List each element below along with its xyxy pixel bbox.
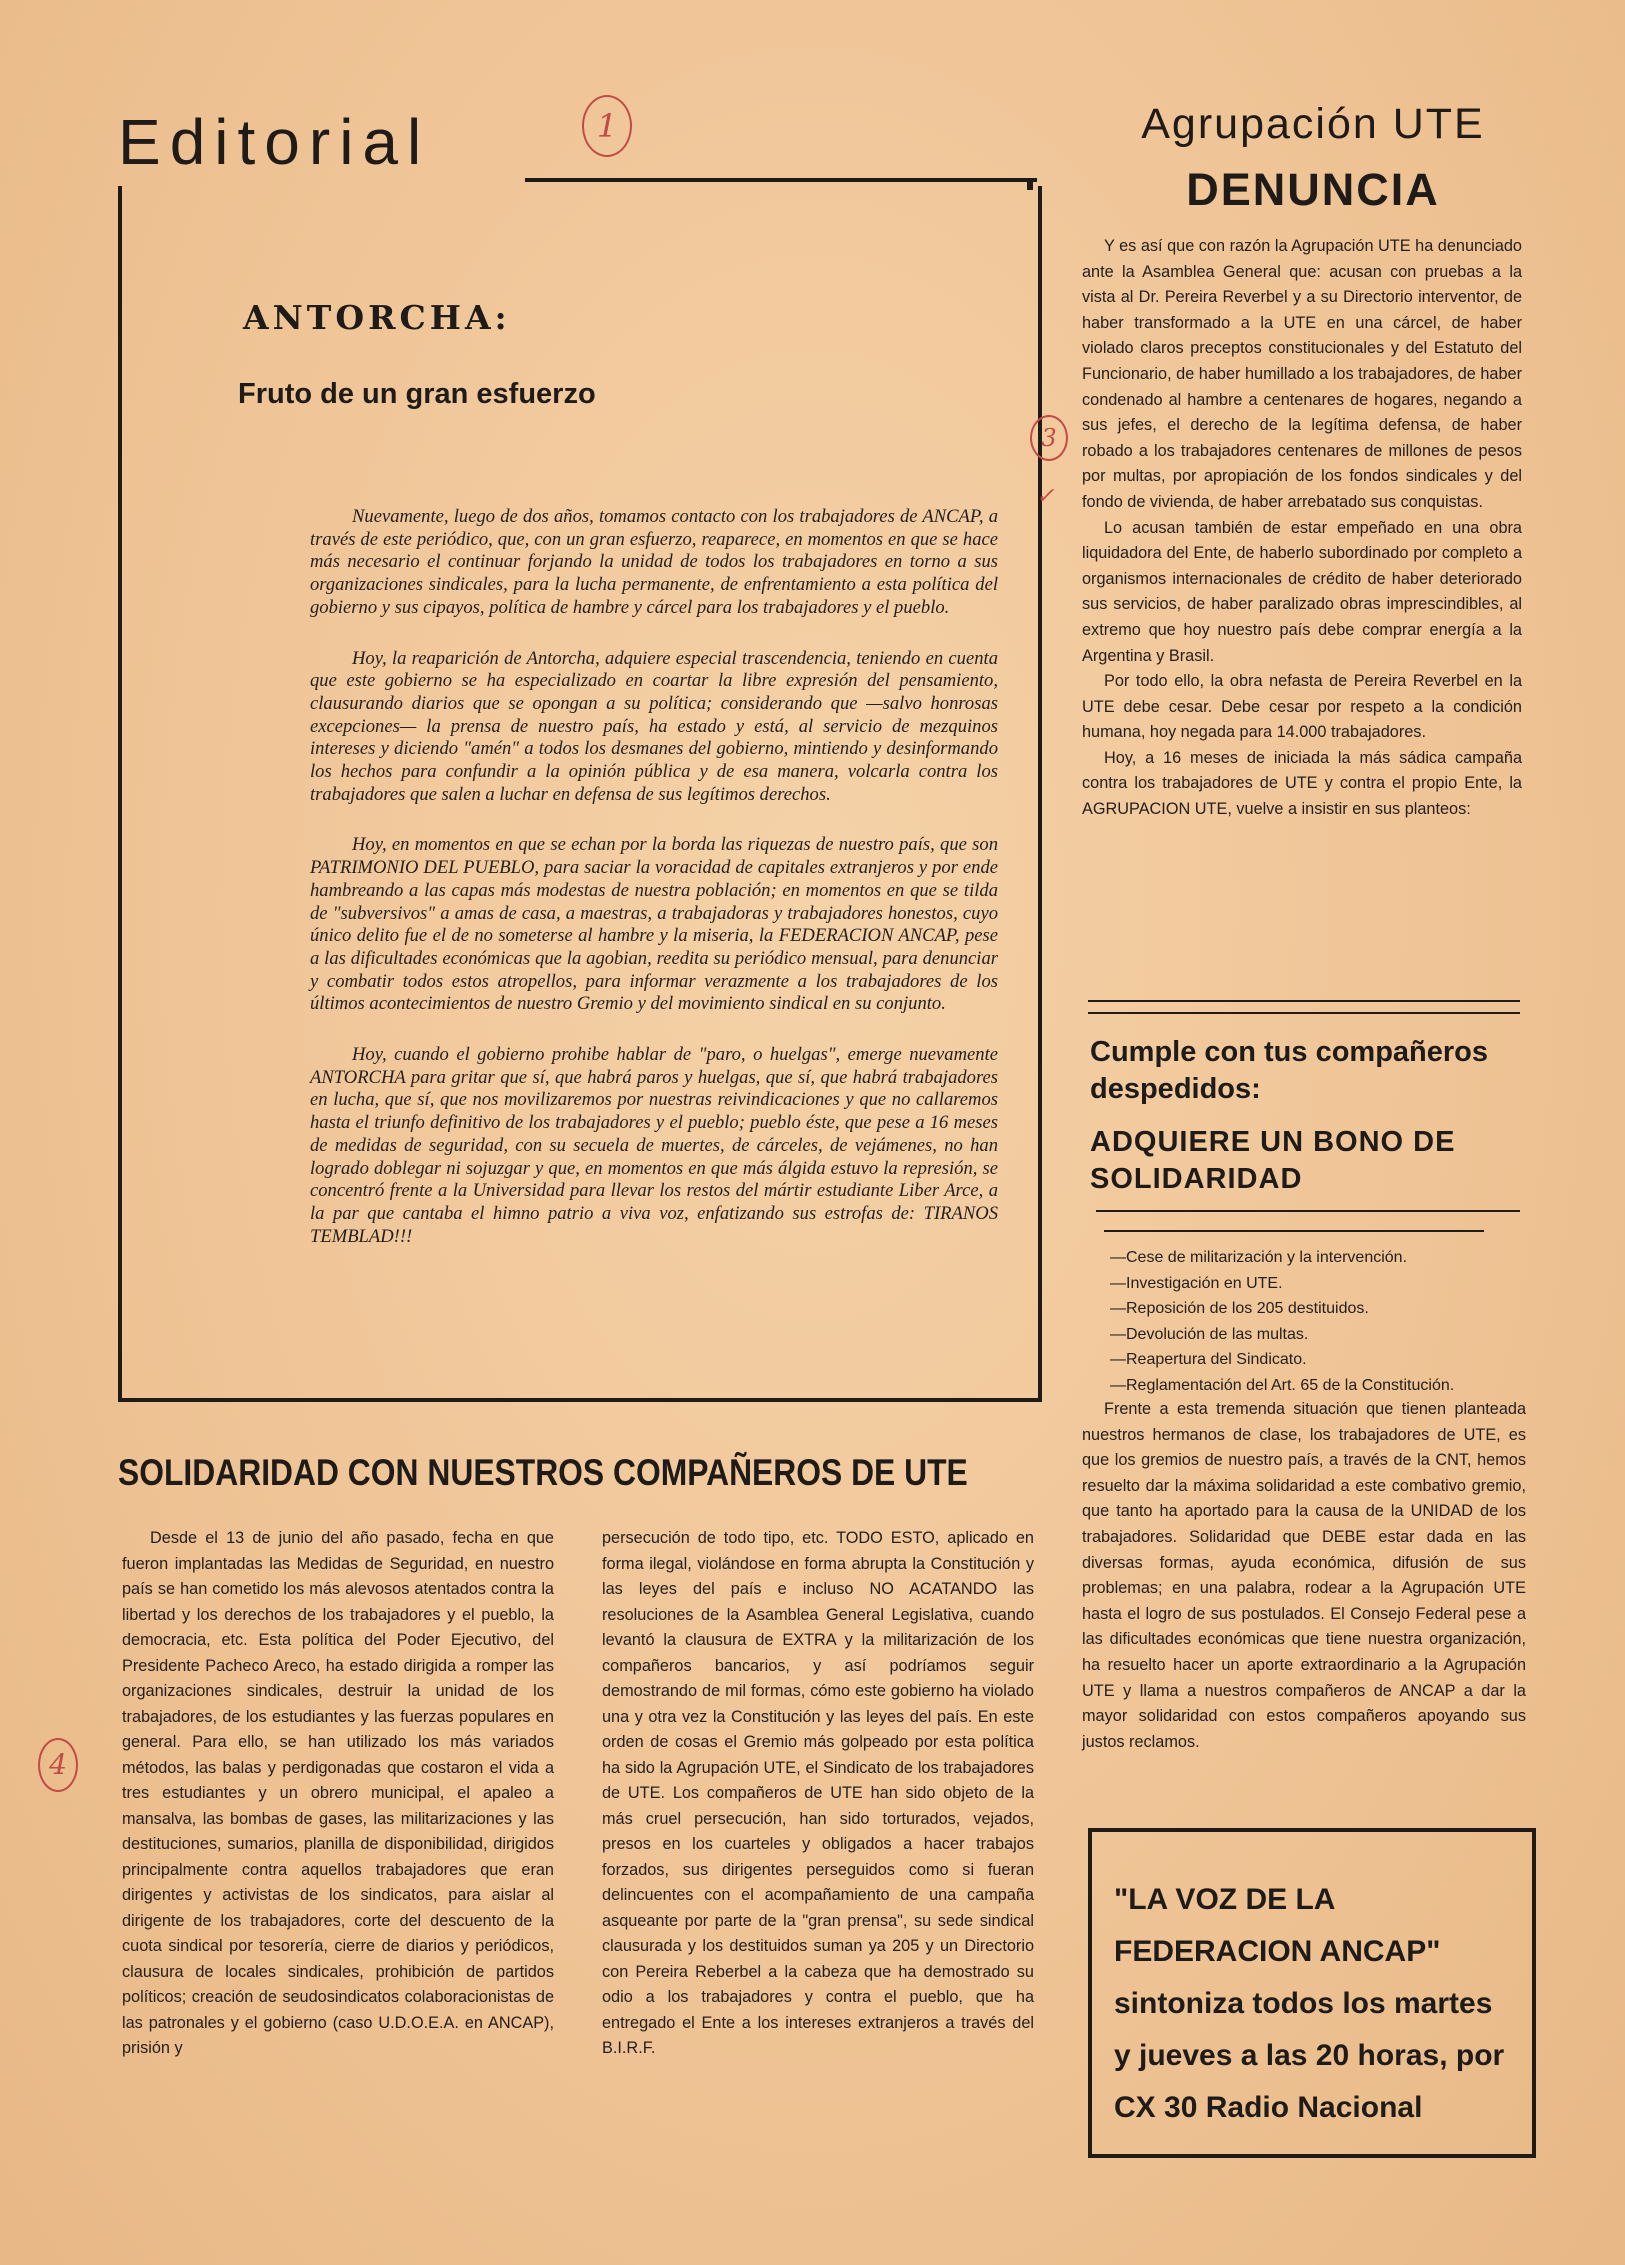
editorial-title: ANTORCHA: [243,298,511,337]
closing-body [1082,1397,1526,1755]
radio-announcement-text: "LA VOZ DE LA FEDERACION ANCAP" sintoniza todos los martes y jueves a las 20 horas, por CX 30 Radio Nacional [1114,1883,1505,2124]
editorial-paragraph: Nuevamente, luego de dos años, tomamos contacto con los trabajadores de ANCAP, a través de este periódico, que, con un gran esfuerzo, reaparece, en momentos en que se hace más necesario el continuar forjando la unidad de todos los trabajadores en torno a sus organizaciones sindicales, para la lucha permanente, de enfrentamiento a esta política del gobierno y sus cipayos, política de hambre y cárcel para los trabajadores y el pueblo. [310,506,998,618]
radio-announcement-box [1088,1828,1536,2158]
solidaridad-column-2 [602,1526,1034,2062]
handwritten-check-mark: ✓ [1036,484,1055,509]
handwritten-annotation-3: 3 [1030,415,1068,461]
denuncia-paragraph: Por todo ello, la obra nefasta de Pereira Reverbel en la UTE debe cesar. Debe cesar por respeto a la condición humana, hoy negada para 14.000 trabajadores. [1082,672,1522,742]
solidaridad-title: SOLIDARIDAD CON NUESTROS COMPAÑEROS DE UTE [118,1452,968,1493]
divider-rule [1088,1012,1520,1014]
editorial-body [310,506,998,1276]
solidaridad-paragraph: persecución de todo tipo, etc. TODO ESTO, aplicado en forma ilegal, violándose en forma abrupta la Constitución y las leyes del país e incluso NO ACATANDO las resoluciones de la Asamblea General Legislativa, cuando levantó la clausura de EXTRA y la militarización de los compañeros bancarios, y así podríamos seguir demostrando de mil formas, cómo este gobierno ha violado una y otra vez la Constitución y las leyes del país. En este orden de cosas el Gremio más golpeado por esta política ha sido la Agrupación UTE, el Sindicato de los trabajadores de UTE. Los compañeros de UTE han sido objeto de la más cruel persecución, han sido torturados, vejados, presos en los cuarteles y obligados a hacer trabajos forzados, sus dirigentes perseguidos como si fueran delincuentes con el acompañamiento de una campaña asqueante por parte de la "gran prensa", su sede sindical clausurada y los destituidos suman ya 205 y un Directorio con Pereira Reberbel a la cabeza que ha demostrado su odio a los trabajadores y contra el pueblo, que ha entregado el Ente a los intereses extranjeros a través del B.I.R.F. [602,1529,1034,2057]
closing-paragraph: Frente a esta tremenda situación que tienen planteada nuestros hermanos de clase, los trabajadores de UTE, es que los gremios de nuestro país, a través de la CNT, hemos resuelto dar la máxima solidaridad a este combativo gremio, que tanto ha aportado para la causa de la UNIDAD de los trabajadores. Solidaridad que DEBE estar dada en las diversas formas, ayuda económica, difusión de sus problemas; en una palabra, rodear a la Agrupación UTE hasta el logro de sus postulados. El Consejo Federal pese a las dificultades económicas que tiene nuestra organización, ha resuelto hacer un aporte extraordinario a la Agrupación UTE y llama a nuestros compañeros de ANCAP a dar la mayor solidaridad con estos compañeros apoyando sus justos reclamos. [1082,1400,1526,1751]
list-item: —Cese de militarización y la intervención. [1110,1249,1408,1266]
divider-rule [1096,1210,1520,1212]
list-item: —Reapertura del Sindicato. [1110,1351,1307,1369]
editorial-subtitle: Fruto de un gran esfuerzo [238,378,596,410]
handwritten-annotation-1: 1 [582,95,632,157]
editorial-header: Editorial [118,106,431,178]
denuncia-kicker: Agrupación UTE [1141,100,1485,148]
divider-rule [1104,1230,1484,1232]
list-item: —Reglamentación del Art. 65 de la Constitución. [1110,1376,1455,1394]
editorial-paragraph: Hoy, en momentos en que se echan por la borda las riquezas de nuestro país, que son PATRIMONIO DEL PUEBLO, para saciar la voracidad de capitales extranjeros y por ende hambreando a las capas más modestas de nuestra población; en momentos en que se tilda de "subversivos" a amas de casa, a maestras, a trabajadoras y trabajadores honestos, cuyo único delito fue el de no someterse al hambre y la miseria, la FEDERACION ANCAP, pese a las dificultades económicas que la agobian, reedita su periódico mensual, para denunciar y combatir todos estos atropellos, para informar verazmente a los trabajadores de los últimos acontecimientos de nuestro Gremio y del movimiento sindical en su conjunto. [310,834,998,1015]
denuncia-paragraph: Y es así que con razón la Agrupación UTE ha denunciado ante la Asamblea General que: acusan con pruebas a la vista al Dr. Pereira Reverbel y a su Directorio interventor, de haber transformado a la UTE en una cárcel, de haber violado claros preceptos constitucionales y del Estatuto del Funcionario, de haber humillado a los trabajadores, de haber condenado al hambre a centenares de hogares, negando a sus jefes, el derecho de la legítima defensa, de haber robado a los trabajadores centenares de millones de pesos por multas, por apropiación de los fondos sindicales y del fondo de vivienda, de haber arrebatado sus conquistas. [1082,237,1522,511]
bono-call-to-action: ADQUIERE UN BONO DE SOLIDARIDAD [1090,1126,1456,1195]
editorial-paragraph: Hoy, la reaparición de Antorcha, adquiere especial trascendencia, teniendo en cuenta que este gobierno se ha especializado en coartar la libre expresión del pensamiento, clausurando diarios que se opongan a su política; considerando que —salvo honrosas excepciones— la prensa de nuestro país, ha estado y está, al servicio de mezquinos intereses y diciendo "amén" a todos los desmanes del gobierno, mintiendo y desinformando los hechos para confundir a la opinión pública y de esa manera, volcarla contra los trabajadores que salen a luchar en defensa de sus legítimos derechos. [310,647,998,805]
denuncia-body [1082,234,1522,823]
divider-rule [1088,1000,1520,1002]
handwritten-annotation-4: 4 [38,1738,78,1792]
list-item: —Investigación en UTE. [1110,1274,1283,1292]
list-item: —Reposición de los 205 destituidos. [1110,1300,1369,1318]
list-item: —Devolución de las multas. [1110,1325,1309,1343]
demands-list [1110,1245,1530,1399]
editorial-header-rule [525,178,1037,182]
solidaridad-paragraph: Desde el 13 de junio del año pasado, fecha en que fueron implantadas las Medidas de Seguridad, en nuestro país se han cometido los más alevosos atentados contra la libertad y los derechos de los trabajadores y el pueblo, la democracia, etc. Esta política del Poder Ejecutivo, del Presidente Pacheco Areco, ha estado dirigida a romper las organizaciones sindicales, destruir la unidad de los trabajadores, de los estudiantes y las fuerzas populares en general. Para ello, se han utilizado los más variados métodos, las balas y perdigonadas que costaron el vida a tres estudiantes y un obrero municipal, el apaleo a mansalva, las bombas de gases, las militarizaciones y las destituciones, sumarios, planilla de disponibilidad, dirigidos principalmente contra aquellos trabajadores que eran dirigentes y activistas de los sindicatos, para aislar al dirigente de los trabajadores, corte del descuento de la cuota sindical por tesorería, cierre de diarios y periódicos, clausura de locales sindicales, prohibición de partidos políticos; creación de seudosindicatos colaboracionistas de las patronales y el gobierno (caso U.D.O.E.A. en ANCAP), prisión y [122,1529,554,2057]
denuncia-paragraph: Lo acusan también de estar empeñado en una obra liquidadora del Ente, de haberlo subordinado por completo a organismos internacionales de crédito de haber deteriorado sus servicios, de haber paralizado obras imprescindibles, al extremo que hoy nuestro país debe comprar energía a la Argentina y Brasil. [1082,518,1522,665]
denuncia-paragraph: Hoy, a 16 meses de iniciada la más sádica campaña contra los trabajadores de UTE y contra el propio Ente, la AGRUPACION UTE, vuelve a insistir en sus planteos: [1082,748,1522,819]
bono-headline: Cumple con tus compañeros despedidos: [1090,1036,1489,1105]
denuncia-title: DENUNCIA [1186,164,1440,215]
solidaridad-column-1 [122,1526,554,2062]
editorial-paragraph: Hoy, cuando el gobierno prohibe hablar de "paro, o huelgas", emerge nuevamente ANTORCHA para gritar que sí, que habrá paros y huelgas, que sí, que habrá trabajadores en lucha, que sí, que nos movilizaremos por nuestras reivindicaciones y que no callaremos hasta el triunfo definitivo de los trabajadores y el pueblo; pueblo éste, que pese a 16 meses de medidas de seguridad, con su secuela de muertes, de cárceles, de vejámenes, no han logrado doblegar ni sojuzgar y que, en momentos en que más álgida estuvo la represión, se concentró frente a la Universidad para llevar los restos del mártir estudiante Liber Arce, a la par que cantaba el himno patrio a viva voz, enfatizando sus estrofas de: TIRANOS TEMBLAD!!! [310,1044,998,1247]
